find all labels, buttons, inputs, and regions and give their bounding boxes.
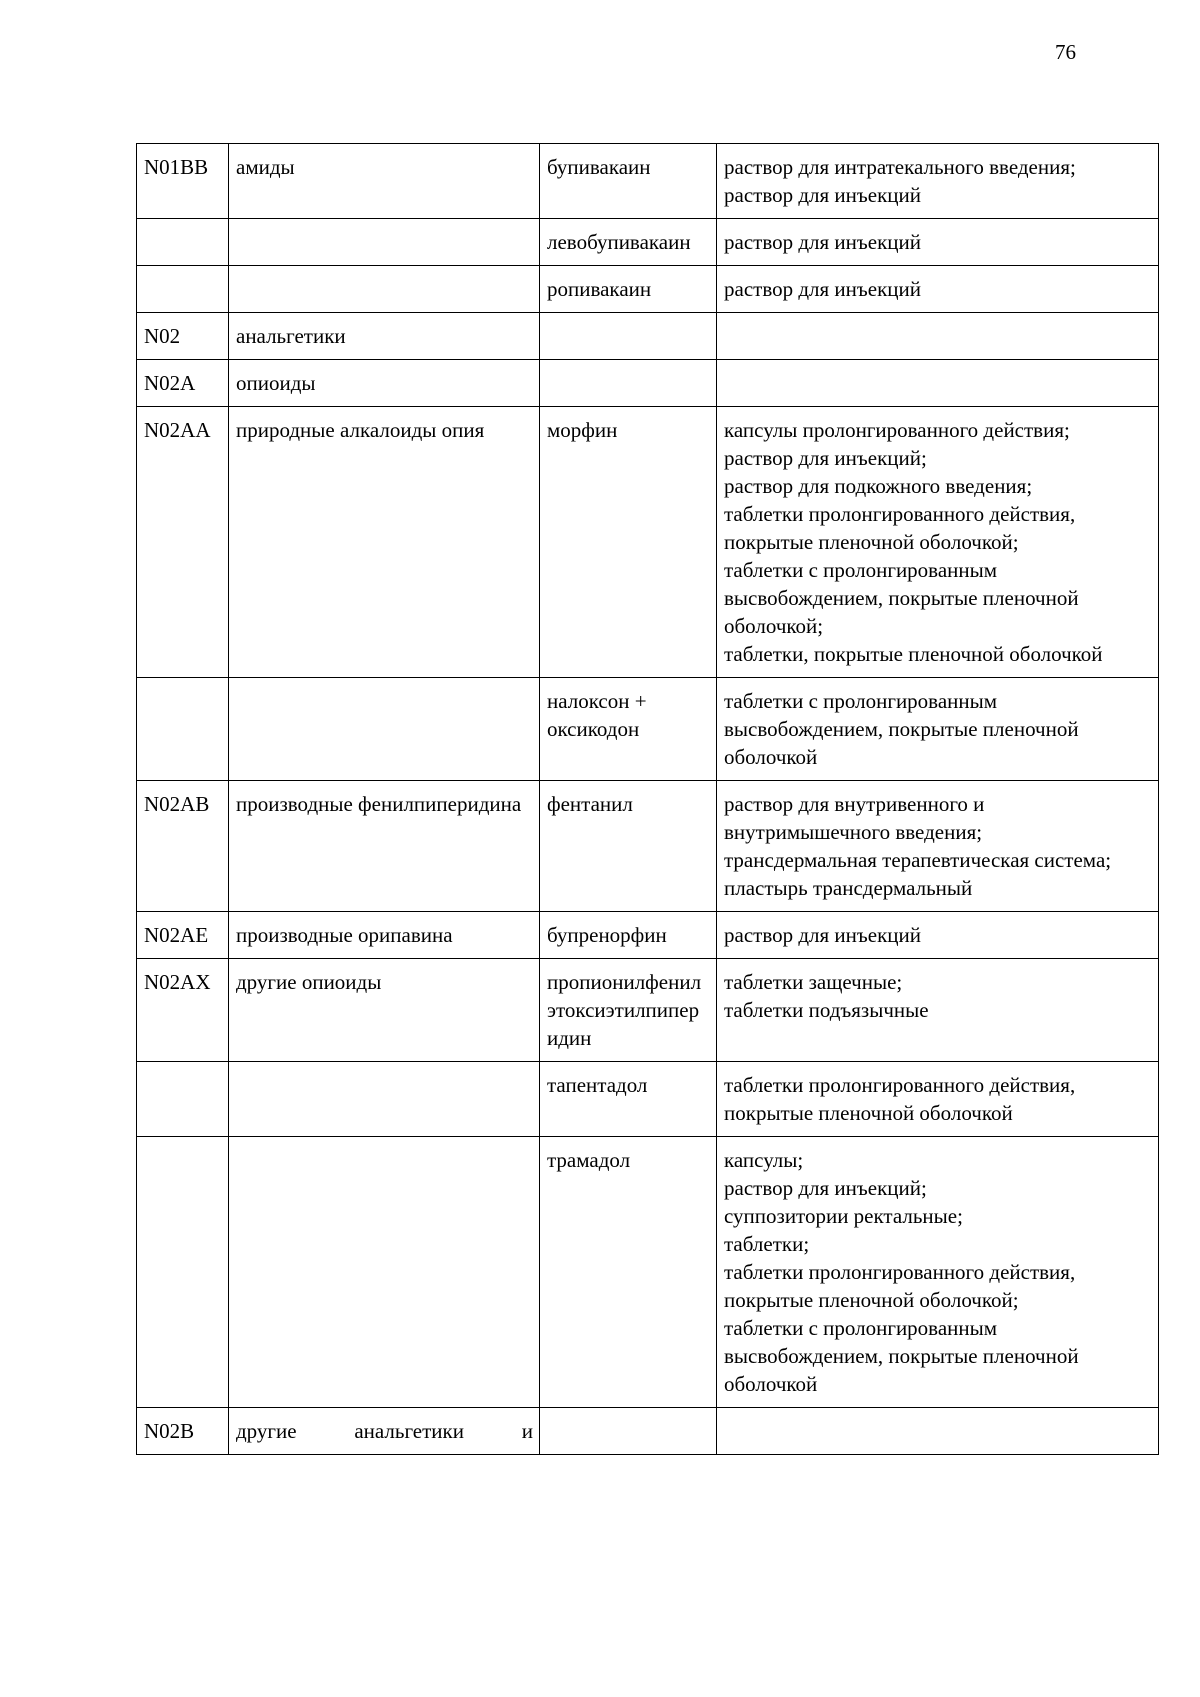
drug-name-cell: тапентадол	[540, 1062, 717, 1137]
atc-code-cell: N02AE	[137, 912, 229, 959]
anatomical-group-cell: амиды	[229, 144, 540, 219]
dosage-forms-cell	[717, 360, 1159, 407]
drug-name-cell: ропивакаин	[540, 266, 717, 313]
drug-name-cell: налоксон + оксикодон	[540, 678, 717, 781]
table-row	[137, 1062, 1159, 1137]
dosage-forms-cell	[717, 144, 1159, 219]
dosage-form-item: раствор для инъекций;	[724, 446, 927, 470]
anatomical-group-cell: другие опиоиды	[229, 959, 540, 1062]
drug-name-cell: пропионилфенилэтоксиэтилпиперидин	[540, 959, 717, 1062]
dosage-form-item: таблетки подъязычные	[724, 998, 929, 1022]
dosage-forms-cell	[717, 781, 1159, 912]
dosage-form-item: таблетки с пролонгированным высвобождением, покрытые пленочной оболочкой;	[724, 558, 1079, 638]
atc-code-cell	[137, 1137, 229, 1408]
dosage-form-item: раствор для инъекций	[724, 183, 921, 207]
atc-code-cell: N02B	[137, 1408, 229, 1455]
dosage-forms-cell	[717, 1062, 1159, 1137]
dosage-form-item: раствор для интратекального введения;	[724, 155, 1076, 179]
table-row	[137, 144, 1159, 219]
dosage-form-item: таблетки пролонгированного действия, покрытые пленочной оболочкой;	[724, 502, 1076, 554]
atc-code-cell: N02AX	[137, 959, 229, 1062]
drug-name-cell	[540, 313, 717, 360]
table-row	[137, 360, 1159, 407]
dosage-form-item: таблетки, покрытые пленочной оболочкой	[724, 642, 1103, 666]
dosage-forms-cell	[717, 959, 1159, 1062]
atc-code-cell: N02AB	[137, 781, 229, 912]
drug-name-cell: фентанил	[540, 781, 717, 912]
anatomical-group-cell	[229, 678, 540, 781]
anatomical-group-cell	[229, 266, 540, 313]
atc-code-cell	[137, 678, 229, 781]
dosage-form-item: таблетки пролонгированного действия, покрытые пленочной оболочкой;	[724, 1260, 1076, 1312]
dosage-forms-cell	[717, 219, 1159, 266]
anatomical-group-cell: природные алкалоиды опия	[229, 407, 540, 678]
dosage-form-item: таблетки защечные;	[724, 970, 903, 994]
dosage-forms-cell	[717, 266, 1159, 313]
dosage-form-item: пластырь трансдермальный	[724, 876, 973, 900]
dosage-form-item: раствор для подкожного введения;	[724, 474, 1033, 498]
page-number: 76	[1055, 40, 1076, 64]
atc-code-cell: N01BB	[137, 144, 229, 219]
dosage-form-item: капсулы;	[724, 1148, 804, 1172]
dosage-form-item: капсулы пролонгированного действия;	[724, 418, 1070, 442]
dosage-form-item: таблетки с пролонгированным высвобождением, покрытые пленочной оболочкой	[724, 1316, 1079, 1396]
dosage-forms-cell	[717, 407, 1159, 678]
dosage-form-item: раствор для внутривенного и внутримышечного введения;	[724, 792, 985, 844]
dosage-forms-cell	[717, 678, 1159, 781]
drug-name-cell: морфин	[540, 407, 717, 678]
atc-code-cell: N02AA	[137, 407, 229, 678]
anatomical-group-cell: производные орипавина	[229, 912, 540, 959]
dosage-form-item: раствор для инъекций	[724, 230, 921, 254]
dosage-forms-cell	[717, 1408, 1159, 1455]
drug-name-cell: бупренорфин	[540, 912, 717, 959]
anatomical-group-cell	[229, 1137, 540, 1408]
atc-code-cell: N02	[137, 313, 229, 360]
dosage-form-item: раствор для инъекций	[724, 277, 921, 301]
anatomical-group-cell: анальгетики	[229, 313, 540, 360]
atc-code-cell	[137, 1062, 229, 1137]
table-row	[137, 912, 1159, 959]
table-row	[137, 1408, 1159, 1455]
dosage-form-item: суппозитории ректальные;	[724, 1204, 963, 1228]
anatomical-group-cell: производные фенилпиперидина	[229, 781, 540, 912]
dosage-form-item: таблетки с пролонгированным высвобождением, покрытые пленочной оболочкой	[724, 689, 1079, 769]
drug-name-cell: левобупивакаин	[540, 219, 717, 266]
dosage-form-item: трансдермальная терапевтическая система;	[724, 848, 1112, 872]
table-row	[137, 219, 1159, 266]
dosage-form-item: таблетки пролонгированного действия, покрытые пленочной оболочкой	[724, 1073, 1076, 1125]
dosage-form-item: раствор для инъекций;	[724, 1176, 927, 1200]
anatomical-group-cell	[229, 1062, 540, 1137]
table-row	[137, 313, 1159, 360]
anatomical-group-cell: опиоиды	[229, 360, 540, 407]
table-row	[137, 1137, 1159, 1408]
table-row	[137, 781, 1159, 912]
dosage-forms-cell	[717, 912, 1159, 959]
dosage-form-item: раствор для инъекций	[724, 923, 921, 947]
drug-name-cell	[540, 1408, 717, 1455]
dosage-forms-cell	[717, 1137, 1159, 1408]
anatomical-group-cell	[229, 219, 540, 266]
table-row	[137, 959, 1159, 1062]
drug-name-cell	[540, 360, 717, 407]
table-row	[137, 407, 1159, 678]
drug-name-cell: бупивакаин	[540, 144, 717, 219]
atc-code-cell	[137, 219, 229, 266]
dosage-forms-cell	[717, 313, 1159, 360]
atc-code-cell: N02A	[137, 360, 229, 407]
anatomical-group-cell: другие анальгетики и	[229, 1408, 540, 1455]
table-body	[137, 144, 1159, 1455]
atc-code-cell	[137, 266, 229, 313]
table-row	[137, 678, 1159, 781]
drug-name-cell: трамадол	[540, 1137, 717, 1408]
table-row	[137, 266, 1159, 313]
drug-table	[136, 143, 1159, 1455]
dosage-form-item: таблетки;	[724, 1232, 810, 1256]
